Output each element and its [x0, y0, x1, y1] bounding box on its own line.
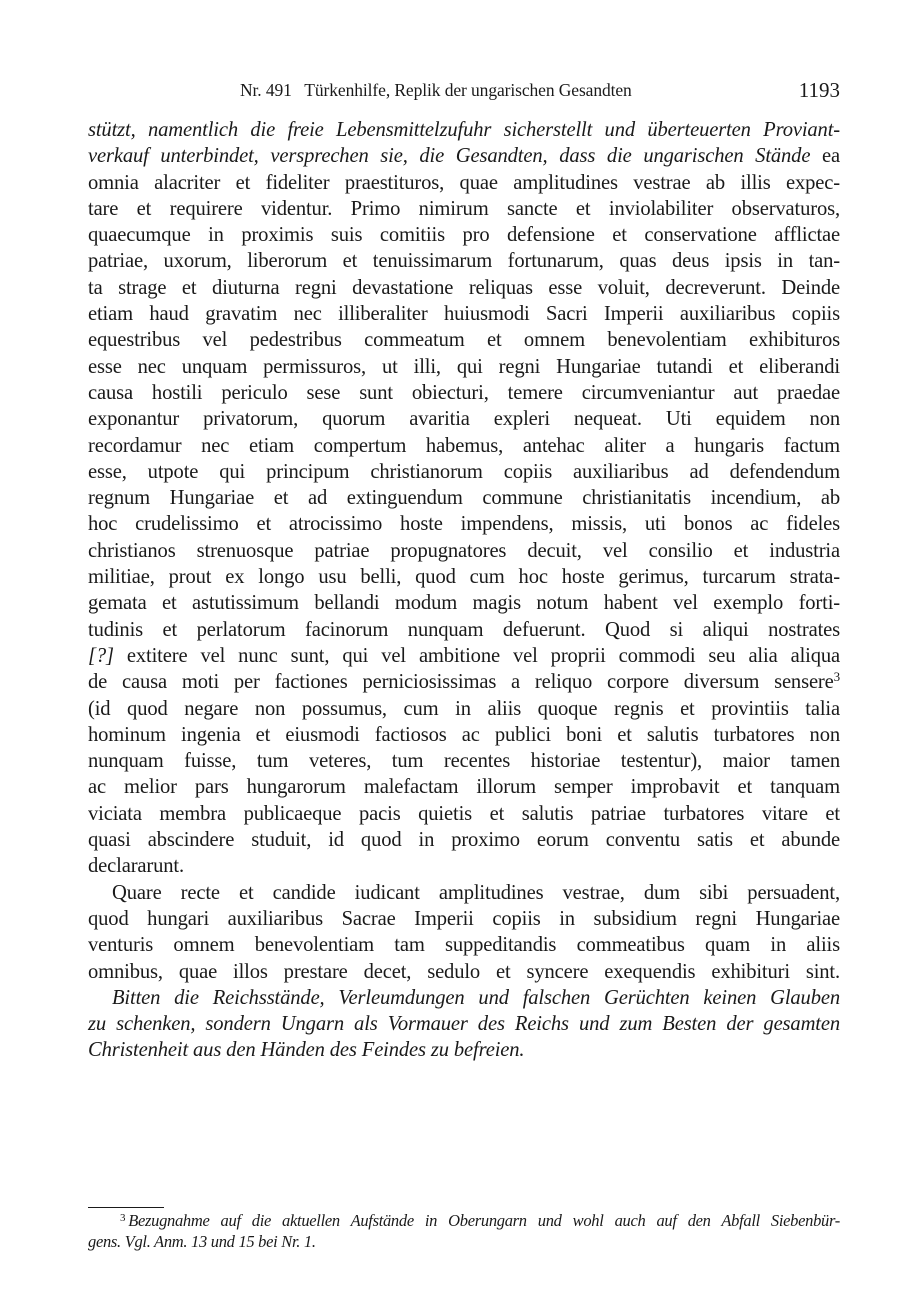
- text-line: quod hungari auxiliaribus Sacrae Imperii copiis in subsidium regni Hungariae: [88, 907, 840, 930]
- footnote-number: 3: [120, 1212, 126, 1224]
- text-line: tare et requirere videntur. Primo nimirum sancte et inviolabiliter observaturos,: [88, 197, 840, 220]
- text-line: hoc crudelissimo et atrocissimo hoste impendens, missis, uti bonos ac fideles: [88, 513, 840, 536]
- footnote-divider: [88, 1207, 164, 1208]
- text-line: recordamur nec etiam compertum habemus, antehac aliter a hungaris factum: [88, 434, 840, 457]
- text-line: gemata et astutissimum bellandi modum magis notum habent vel exemplo forti-: [88, 592, 840, 615]
- text-line: tudinis et perlatorum facinorum nunquam defuerunt. Quod si aliqui nostrates: [88, 618, 840, 641]
- footnote: [88, 1210, 840, 1252]
- text-line: zu schenken, sondern Ungarn als Vormauer des Reichs und zum Besten der gesamten: [88, 1013, 840, 1036]
- text-line: nunquam fuisse, tum veteres, tum recentes historiae testentur), maior tamen: [88, 750, 840, 773]
- latin-text: ea: [822, 145, 841, 168]
- text-line: declararunt.: [88, 855, 184, 878]
- text-line: Bitten die Reichsstände, Verleumdungen und falschen Gerüchten keinen Glauben: [112, 986, 840, 1009]
- page-number: 1193: [798, 78, 840, 102]
- text-line: christianos strenuosque patriae propugnatores decuit, vel consilio et industria: [88, 539, 840, 562]
- text-line: omnibus, quae illos prestare decet, sedulo et syncere exequendis exhibituri sint.: [88, 960, 840, 983]
- text-line: [88, 143, 840, 169]
- footnote-reference[interactable]: 3: [833, 669, 840, 685]
- text-line: Christenheit aus den Händen des Feindes zu befreien.: [88, 1039, 525, 1062]
- text-line: militiae, prout ex longo usu belli, quod cum hoc hoste gerimus, turcarum strata-: [88, 566, 840, 589]
- text-line: Quare recte et candide iudicant amplitudines vestrae, dum sibi persuadent,: [112, 881, 840, 904]
- footnote-text: Bezugnahme auf die aktuellen Aufstände in Oberungarn und wohl auch auf den Abfall Siebenbür-: [128, 1211, 840, 1230]
- text-line: hominum ingenia et eiusmodi factiosos ac publici boni et salutis turbatores non: [88, 723, 840, 746]
- text-line: ta strage et diuturna regni devastatione reliquas esse voluit, decreverunt. Deinde: [88, 276, 840, 299]
- main-text: [88, 117, 840, 1064]
- text-line: esse nec unquam permissuros, ut illi, qui regni Hungariae tutandi et eliberandi: [88, 355, 840, 378]
- text-line: [88, 669, 840, 695]
- text-line-content: de causa moti per factiones perniciosissimas a reliquo corpore diversum sensere: [88, 671, 834, 694]
- text-line: patriae, uxorum, liberorum et tenuissimarum fortunarum, quas deus ipsis in tan-: [88, 250, 840, 273]
- text-line: [88, 643, 840, 669]
- text-line: quaecumque in proximis suis comitiis pro defensione et conservatione afflictae: [88, 224, 840, 247]
- text-line: omnia alacriter et fideliter praestituros, quae amplitudines vestrae ab illis expec-: [88, 171, 840, 194]
- text-line: ac melior pars hungarorum malefactam illorum semper improbavit et tanquam: [88, 776, 840, 799]
- running-title: Nr. 491 Türkenhilfe, Replik der ungarischen Gesandten: [240, 80, 632, 100]
- running-header: [0, 78, 900, 108]
- italic-summary: verkauf unterbindet, versprechen sie, die Gesandten, dass die ungarischen Stände: [88, 145, 811, 168]
- text-line: causa hostili periculo sese sunt obiecturi, temere circumveniantur aut praedae: [88, 381, 840, 404]
- footnote-line: gens. Vgl. Anm. 13 und 15 bei Nr. 1.: [88, 1232, 316, 1251]
- text-line: (id quod negare non possumus, cum in aliis quoque regnis et provintiis talia: [88, 697, 840, 720]
- editorial-uncertain-mark: [?]: [88, 644, 114, 667]
- text-line: quasi abscindere studuit, id quod in proximo eorum conventu satis et abunde: [88, 829, 840, 852]
- text-line: exponantur privatorum, quorum avaritia expleri nequeat. Uti equidem non: [88, 408, 840, 431]
- text-line: equestribus vel pedestribus commeatum et omnem benevolentiam exhibituros: [88, 329, 840, 352]
- text-line: esse, utpote qui principum christianorum copiis auxiliaribus ad defendendum: [88, 460, 840, 483]
- text-line: etiam haud gravatim nec illiberaliter huiusmodi Sacri Imperii auxiliaribus copiis: [88, 303, 840, 326]
- text-line: viciata membra publicaeque pacis quietis et salutis patriae turbatores vitare et: [88, 802, 840, 825]
- footnote-line: [88, 1210, 840, 1231]
- text-line: regnum Hungariae et ad extinguendum commune christianitatis incendium, ab: [88, 487, 840, 510]
- text-line: stützt, namentlich die freie Lebensmittelzufuhr sicherstellt und überteuerten Proviant-: [88, 119, 840, 141]
- text-line-content: extitere vel nunc sunt, qui vel ambitione vel proprii commodi seu alia aliqua: [126, 644, 840, 667]
- text-line: venturis omnem benevolentiam tam suppeditandis commeatibus quam in aliis: [88, 934, 840, 957]
